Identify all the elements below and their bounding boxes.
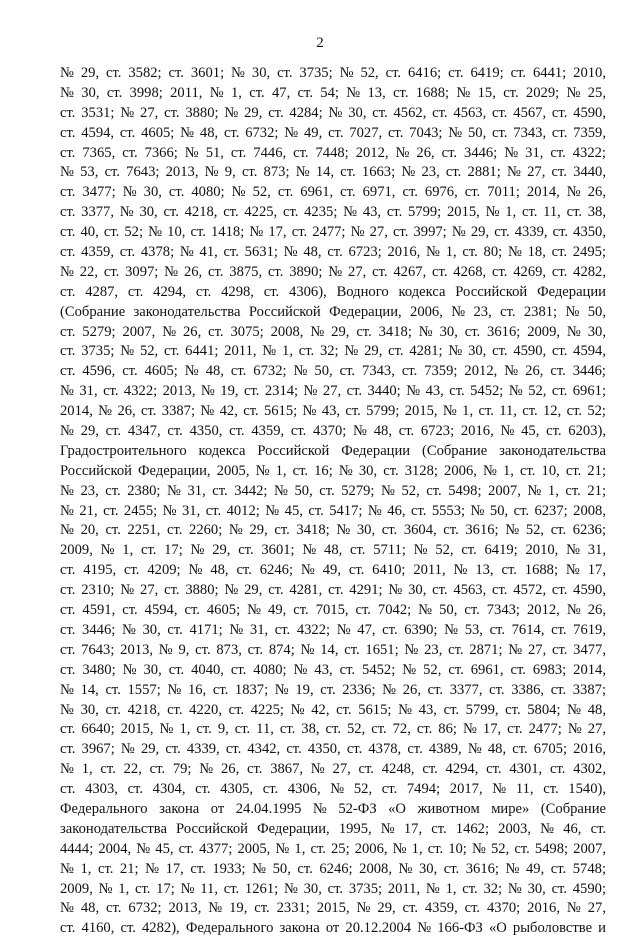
text-line: № 23, ст. 2380; № 31, ст. 3442; № 50, ст. 5279; № 52, ст. 5498; 2007, № 1, ст. 21;: [60, 482, 606, 499]
text-line: № 30, ст. 3998; 2011, № 1, ст. 47, ст. 54; № 13, ст. 1688; № 15, ст. 2029; № 25,: [60, 84, 606, 101]
text-line: № 48, ст. 6732; 2013, № 19, ст. 2331; 2015, № 29, ст. 4359, ст. 4370; 2016, № 27,: [60, 900, 606, 917]
text-line: ст. 7643; 2013, № 9, ст. 873, ст. 874; № 14, ст. 1651; № 23, ст. 2871; № 27, ст. 3477,: [60, 641, 606, 658]
text-line: (Собрание законодательства Российской Федерации, 2006, № 23, ст. 2381; № 50,: [60, 303, 606, 320]
text-line: ст. 3446; № 30, ст. 4171; № 31, ст. 4322; № 47, ст. 6390; № 53, ст. 7614, ст. 7619,: [60, 621, 606, 638]
text-line: № 20, ст. 2251, ст. 2260; № 29, ст. 3418; № 30, ст. 3604, ст. 3616; № 52, ст. 6236;: [60, 522, 606, 539]
text-line: ст. 4594, ст. 4605; № 48, ст. 6732; № 49, ст. 7027, ст. 7043; № 50, ст. 7343, ст. 7359,: [60, 124, 606, 141]
text-line: 2009, № 1, ст. 17; № 11, ст. 1261; № 30, ст. 3735; 2011, № 1, ст. 32; № 30, ст. 4590;: [60, 880, 606, 897]
text-line: № 29, ст. 4347, ст. 4350, ст. 4359, ст. 4370; № 48, ст. 6723; 2016, № 45, ст. 6203),: [60, 423, 606, 440]
text-line: ст. 2310; № 27, ст. 3880; № 29, ст. 4281, ст. 4291; № 30, ст. 4563, ст. 4572, ст. 4590,: [60, 582, 606, 599]
text-line: № 30, ст. 4218, ст. 4220, ст. 4225; № 42, ст. 5615; № 43, ст. 5799, ст. 5804; № 48,: [60, 701, 606, 718]
text-line: ст. 3480; № 30, ст. 4040, ст. 4080; № 43, ст. 5452; № 52, ст. 6961, ст. 6983; 2014,: [60, 661, 606, 678]
text-line: ст. 4195, ст. 4209; № 48, ст. 6246; № 49, ст. 6410; 2011, № 13, ст. 1688; № 17,: [60, 562, 606, 579]
text-line: ст. 3967; № 29, ст. 4339, ст. 4342, ст. 4350, ст. 4378, ст. 4389, № 48, ст. 6705; 2016,: [60, 741, 606, 758]
text-line: 4444; 2004, № 45, ст. 4377; 2005, № 1, ст. 25; 2006, № 1, ст. 10; № 52, ст. 5498; 2007,: [60, 840, 606, 857]
text-line: ст. 40, ст. 52; № 10, ст. 1418; № 17, ст. 2477; № 27, ст. 3997; № 29, ст. 4339, ст. 4350,: [60, 224, 606, 241]
text-line: законодательства Российской Федерации, 1995, № 17, ст. 1462; 2003, № 46, ст.: [60, 820, 606, 837]
text-line: № 14, ст. 1557; № 16, ст. 1837; № 19, ст. 2336; № 26, ст. 3377, ст. 3386, ст. 3387;: [60, 681, 606, 698]
text-line: ст. 4591, ст. 4594, ст. 4605; № 49, ст. 7015, ст. 7042; № 50, ст. 7343; 2012, № 26,: [60, 602, 606, 619]
text-line: ст. 5279; 2007, № 26, ст. 3075; 2008, № 29, ст. 3418; № 30, ст. 3616; 2009, № 30,: [60, 323, 606, 340]
text-line: ст. 3735; № 52, ст. 6441; 2011, № 1, ст. 32; № 29, ст. 4281; № 30, ст. 4590, ст. 4594,: [60, 343, 606, 360]
text-line: ст. 4596, ст. 4605; № 48, ст. 6732; № 50, ст. 7343, ст. 7359; 2012, № 26, ст. 3446;: [60, 363, 606, 380]
text-line: № 1, ст. 22, ст. 79; № 26, ст. 3867, № 27, ст. 4248, ст. 4294, ст. 4301, ст. 4302,: [60, 761, 606, 778]
text-line: 2009, № 1, ст. 17; № 29, ст. 3601; № 48, ст. 5711; № 52, ст. 6419; 2010, № 31,: [60, 542, 606, 559]
text-line: ст. 3477; № 30, ст. 4080; № 52, ст. 6961, ст. 6971, ст. 6976, ст. 7011; 2014, № 26,: [60, 184, 606, 201]
document-body-text: [60, 64, 606, 939]
text-line: ст. 4359, ст. 4378; № 41, ст. 5631; № 48, ст. 6723; 2016, № 1, ст. 80; № 18, ст. 2495;: [60, 244, 606, 261]
text-line: ст. 3531; № 27, ст. 3880; № 29, ст. 4284; № 30, ст. 4562, ст. 4563, ст. 4567, ст. 4590,: [60, 104, 606, 121]
text-line: ст. 6640; 2015, № 1, ст. 9, ст. 11, ст. 38, ст. 52, ст. 72, ст. 86; № 17, ст. 2477; № 27,: [60, 721, 606, 738]
text-line: 2014, № 26, ст. 3387; № 42, ст. 5615; № 43, ст. 5799; 2015, № 1, ст. 11, ст. 12, ст. 52;: [60, 403, 606, 420]
text-line: № 29, ст. 3582; ст. 3601; № 30, ст. 3735; № 52, ст. 6416; ст. 6419; ст. 6441; 2010,: [60, 65, 606, 81]
text-line: ст. 4160, ст. 4282), Федерального закона от 20.12.2004 № 166-ФЗ «О рыболовстве и: [60, 920, 606, 937]
page-number: 2: [316, 35, 324, 51]
text-line: Федерального закона от 24.04.1995 № 52-ФЗ «О животном мире» (Собрание: [60, 800, 606, 817]
text-line: № 22, ст. 3097; № 26, ст. 3875, ст. 3890; № 27, ст. 4267, ст. 4268, ст. 4269, ст. 4282,: [60, 263, 606, 280]
text-line: № 21, ст. 2455; № 31, ст. 4012; № 45, ст. 5417; № 46, ст. 5553; № 50, ст. 6237; 2008,: [60, 502, 606, 519]
text-line: ст. 7365, ст. 7366; № 51, ст. 7446, ст. 7448; 2012, № 26, ст. 3446; № 31, ст. 4322;: [60, 144, 606, 161]
text-line: № 31, ст. 4322; 2013, № 19, ст. 2314; № 27, ст. 3440; № 43, ст. 5452; № 52, ст. 6961;: [60, 383, 606, 400]
text-line: № 1, ст. 21; № 17, ст. 1933; № 50, ст. 6246; 2008, № 30, ст. 3616; № 49, ст. 5748;: [60, 860, 606, 877]
text-line: ст. 4287, ст. 4294, ст. 4298, ст. 4306), Водного кодекса Российской Федерации: [60, 283, 606, 300]
text-line: № 53, ст. 7643; 2013, № 9, ст. 873; № 14, ст. 1663; № 23, ст. 2881; № 27, ст. 3440,: [60, 164, 606, 181]
text-line: Градостроительного кодекса Российской Федерации (Собрание законодательства: [60, 442, 606, 459]
text-line: ст. 3377, № 30, ст. 4218, ст. 4225, ст. 4235; № 43, ст. 5799; 2015, № 1, ст. 11, ст. 38,: [60, 204, 606, 221]
text-line: Российской Федерации, 2005, № 1, ст. 16; № 30, ст. 3128; 2006, № 1, ст. 10, ст. 21;: [60, 462, 606, 479]
text-line: ст. 4303, ст. 4304, ст. 4305, ст. 4306, № 52, ст. 7494; 2017, № 11, ст. 1540),: [60, 781, 606, 798]
